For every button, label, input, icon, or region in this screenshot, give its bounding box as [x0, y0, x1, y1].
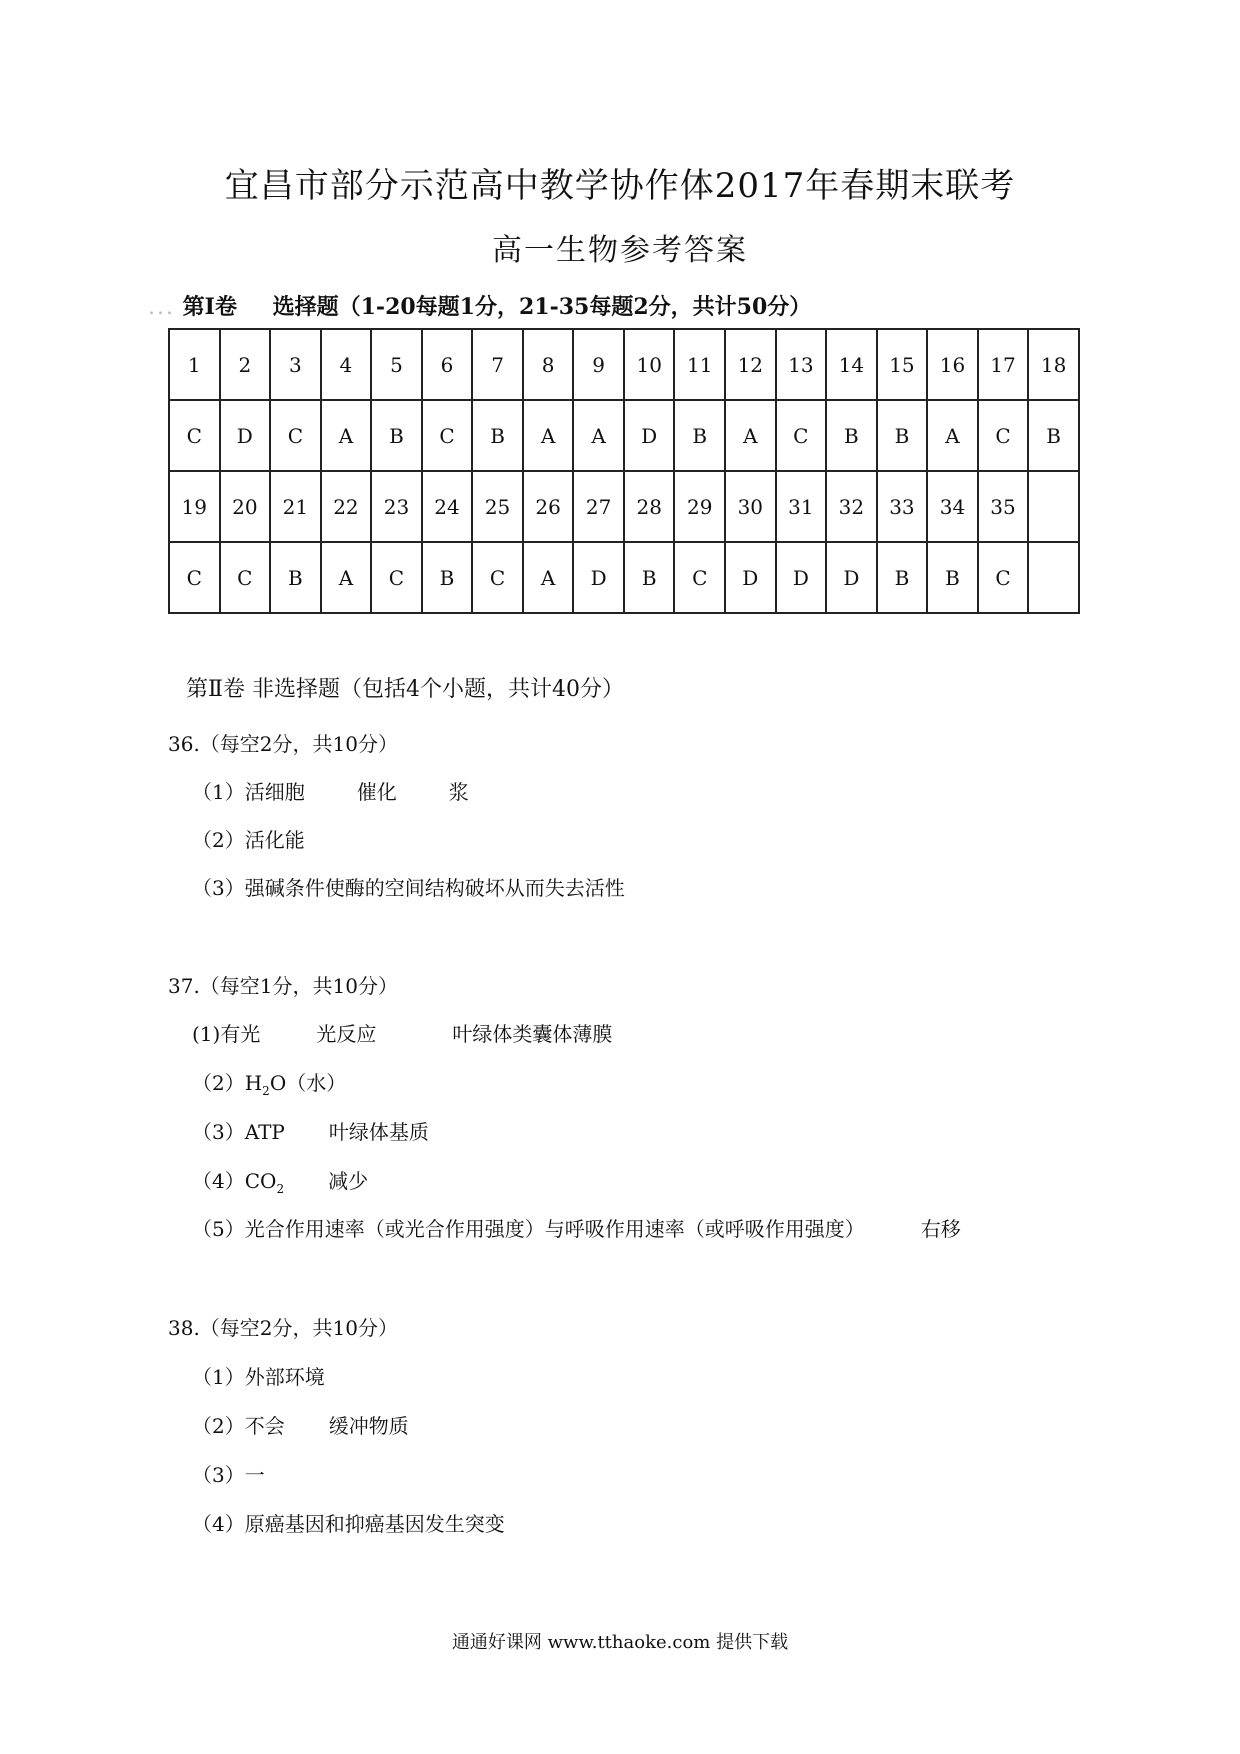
answer-table-cell: A: [573, 400, 624, 471]
q38-answer-1: （1）外部环境: [192, 1365, 325, 1389]
q36-a1-part2: 催化: [356, 780, 397, 804]
answer-table-cell: C: [978, 542, 1029, 613]
answer-table-cell: 29: [674, 471, 725, 542]
q38-header: 38.（每空2分，共10分）: [168, 1316, 398, 1340]
q36-answer-1: [192, 776, 469, 805]
answer-table-cell: B: [1028, 400, 1079, 471]
q37-answer-2: [192, 1067, 346, 1098]
q37-a2-subscript: 2: [262, 1084, 270, 1098]
q37-a3-part1: （3）ATP: [192, 1120, 285, 1144]
q37-answer-4: [192, 1165, 368, 1196]
answer-table-cell: B: [877, 542, 928, 613]
answer-table-cell: 18: [1028, 329, 1079, 400]
answer-table-cell: 31: [776, 471, 827, 542]
answer-table-cell: B: [624, 542, 675, 613]
answer-table-cell: D: [573, 542, 624, 613]
answer-table-cell: 8: [523, 329, 574, 400]
q36-answer-3: （3）强碱条件使酶的空间结构破坏从而失去活性: [192, 876, 625, 900]
section-1-text: 选择题（1-20每题1分，21-35每题2分，共计50分）: [272, 294, 812, 320]
answer-table-cell: 15: [877, 329, 928, 400]
q37-header: 37.（每空1分，共10分）: [168, 974, 398, 998]
footer-source-note: 通通好课网 www.tthaoke.com 提供下载: [451, 1632, 789, 1653]
q36-a1-part1: （1）活细胞: [192, 780, 305, 804]
leader-dots: ...: [148, 295, 175, 320]
q38-answer-4: （4）原癌基因和抑癌基因发生突变: [192, 1512, 505, 1536]
document-title: 宜昌市部分示范高中教学协作体2017年春期末联考: [224, 166, 1016, 206]
answer-table-cell: D: [725, 542, 776, 613]
q37-answer-3: [192, 1116, 429, 1145]
q37-answer-5: [192, 1213, 961, 1242]
section-1-heading: [148, 290, 811, 321]
answer-table-cell: 22: [321, 471, 372, 542]
answer-table-cell: 10: [624, 329, 675, 400]
answer-table-cell: B: [270, 542, 321, 613]
answer-table-cell: B: [927, 542, 978, 613]
answer-table-cell: D: [624, 400, 675, 471]
answer-table-row: [169, 542, 1079, 613]
answer-table-cell: B: [674, 400, 725, 471]
answer-table-cell: 35: [978, 471, 1029, 542]
answer-table-cell: 1: [169, 329, 220, 400]
answer-table-cell: 7: [472, 329, 523, 400]
answer-table-cell: A: [321, 542, 372, 613]
answer-table-cell: C: [270, 400, 321, 471]
answer-table-cell: 12: [725, 329, 776, 400]
answer-table-cell: A: [927, 400, 978, 471]
answer-table-cell: 33: [877, 471, 928, 542]
answer-table-cell: 3: [270, 329, 321, 400]
q38-answer-3: （3）一: [192, 1463, 265, 1487]
q38-a2-part2: 缓冲物质: [328, 1414, 409, 1438]
q36-header: 36.（每空2分，共10分）: [168, 732, 398, 756]
q37-a4-answer: 减少: [328, 1169, 369, 1193]
answer-table-cell: B: [472, 400, 523, 471]
answer-table-row: [169, 471, 1079, 542]
answer-table-cell: 6: [422, 329, 473, 400]
answer-table-cell: A: [523, 400, 574, 471]
answer-table: [168, 328, 1080, 614]
q37-a1-part2: 光反应: [316, 1022, 377, 1046]
answer-table-cell: C: [978, 400, 1029, 471]
answer-table-row: [169, 400, 1079, 471]
answer-table-cell: B: [371, 400, 422, 471]
answer-table-cell: 19: [169, 471, 220, 542]
answer-table-cell: 16: [927, 329, 978, 400]
answer-table-cell: C: [674, 542, 725, 613]
answer-table-cell: 14: [826, 329, 877, 400]
q37-a3-part2: 叶绿体基质: [328, 1120, 429, 1144]
answer-table-cell: C: [169, 542, 220, 613]
answer-table-cell: 30: [725, 471, 776, 542]
q37-a2-prefix: （2）H: [192, 1071, 263, 1095]
answer-table-cell: 11: [674, 329, 725, 400]
answer-table-cell: 20: [220, 471, 271, 542]
q37-a5-part2: 右移: [920, 1217, 961, 1241]
answer-table-cell: C: [422, 400, 473, 471]
q37-a2-suffix: O（水）: [269, 1071, 347, 1095]
answer-table-cell: A: [523, 542, 574, 613]
answer-table-cell: D: [776, 542, 827, 613]
answer-table-cell: 24: [422, 471, 473, 542]
answer-table-cell: 23: [371, 471, 422, 542]
answer-table-cell: 5: [371, 329, 422, 400]
answer-table-cell: 2: [220, 329, 271, 400]
answer-table-cell: 25: [472, 471, 523, 542]
q37-a4-prefix: （4）CO: [192, 1169, 277, 1193]
q37-answer-1: [192, 1018, 612, 1047]
answer-table-cell: B: [826, 400, 877, 471]
answer-table-cell: A: [725, 400, 776, 471]
answer-table-cell: B: [422, 542, 473, 613]
q36-a1-part3: 浆: [448, 780, 469, 804]
answer-table-cell: 32: [826, 471, 877, 542]
answer-table-cell: [1028, 542, 1079, 613]
section-2-heading: 第Ⅱ卷 非选择题（包括4个小题，共计40分）: [186, 677, 624, 702]
answer-table-cell: 28: [624, 471, 675, 542]
q37-a4-subscript: 2: [276, 1182, 285, 1196]
answer-table-cell: 4: [321, 329, 372, 400]
q38-a2-part1: （2）不会: [192, 1414, 285, 1438]
answer-table-cell: 21: [270, 471, 321, 542]
answer-table-cell: C: [169, 400, 220, 471]
answer-table-cell: 34: [927, 471, 978, 542]
answer-table-cell: A: [321, 400, 372, 471]
q37-a5-part1: （5）光合作用速率（或光合作用强度）与呼吸作用速率（或呼吸作用强度）: [192, 1217, 865, 1241]
answer-table-row: [169, 329, 1079, 400]
answer-table-cell: B: [877, 400, 928, 471]
answer-table-cell: [1028, 471, 1079, 542]
answer-table-cell: D: [826, 542, 877, 613]
answer-table-cell: C: [220, 542, 271, 613]
answer-table-cell: D: [220, 400, 271, 471]
answer-table-cell: 27: [573, 471, 624, 542]
answer-table-cell: 17: [978, 329, 1029, 400]
document-subtitle: 高一生物参考答案: [492, 233, 748, 268]
q37-a1-part3: 叶绿体类囊体薄膜: [452, 1022, 613, 1046]
answer-table-body: [169, 329, 1079, 613]
section-1-label: 第Ⅰ卷: [182, 294, 237, 320]
answer-table-cell: C: [776, 400, 827, 471]
q38-answer-2: [192, 1410, 409, 1439]
answer-table-cell: 13: [776, 329, 827, 400]
answer-table-cell: C: [371, 542, 422, 613]
q36-answer-2: （2）活化能: [192, 828, 305, 852]
answer-table-cell: 9: [573, 329, 624, 400]
answer-table-cell: C: [472, 542, 523, 613]
q37-a1-part1: (1)有光: [192, 1022, 261, 1046]
answer-table-cell: 26: [523, 471, 574, 542]
